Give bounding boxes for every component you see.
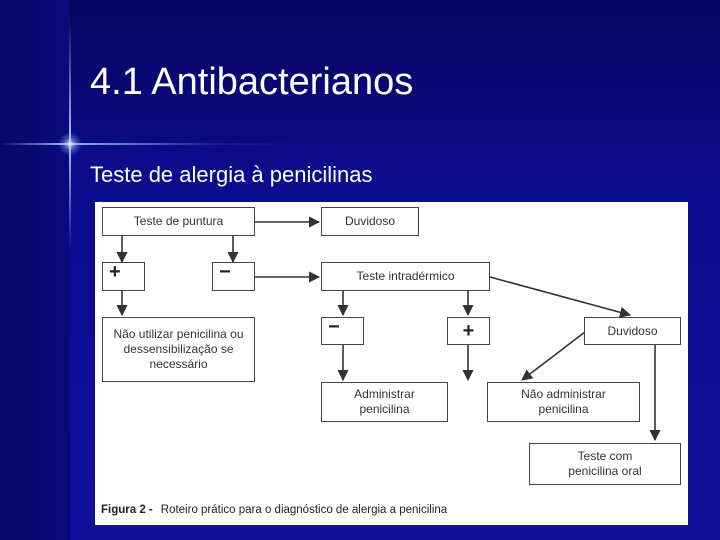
plus-sign-mid: + <box>462 319 475 342</box>
slide-title: 4.1 Antibacterianos <box>90 61 414 103</box>
node-administrar-label: Administrar penicilina <box>354 387 415 416</box>
figure-caption <box>101 504 447 516</box>
node-plus-left <box>102 262 145 291</box>
node-duvidoso-top <box>321 207 419 236</box>
node-minus-mid <box>321 317 364 345</box>
node-teste-puntura-label: Teste de puntura <box>133 214 224 228</box>
diagram-panel <box>95 202 688 525</box>
node-duvidoso-right <box>584 317 681 345</box>
node-duvidoso-right-label: Duvidoso <box>607 323 658 338</box>
minus-sign-mid: − <box>328 316 340 338</box>
node-minus-left <box>212 262 255 291</box>
caption-label: Figura 2 - <box>101 504 153 516</box>
node-teste-puntura <box>102 207 255 236</box>
star-ray-horizontal <box>0 143 300 145</box>
slide-subtitle: Teste de alergia à penicilinas <box>90 162 373 187</box>
plus-sign: + <box>109 261 121 283</box>
node-duvidoso-top-label: Duvidoso <box>344 214 396 228</box>
node-administrar <box>321 382 448 422</box>
node-nao-administrar-label: Não administrar penicilina <box>521 387 606 416</box>
node-teste-oral <box>529 443 681 485</box>
node-teste-intradermico-label: Teste intradérmico <box>356 269 455 283</box>
node-plus-mid <box>447 317 490 345</box>
node-nao-administrar <box>487 382 640 422</box>
arrow-intradermico-duvidoso <box>490 277 630 315</box>
node-teste-intradermico <box>321 262 490 291</box>
caption-text: Roteiro prático para o diagnóstico de alergia a penicilina <box>160 504 448 516</box>
node-teste-oral-label: Teste com penicilina oral <box>568 449 642 478</box>
node-nao-utilizar <box>102 317 255 382</box>
star-glow <box>58 132 82 156</box>
node-nao-utilizar-label: Não utilizar penicilina ou dessensibilização se necessário <box>113 327 244 371</box>
minus-sign: − <box>219 261 231 283</box>
left-band <box>0 0 70 540</box>
arrow-duvidoso-nao-administrar <box>522 332 585 380</box>
